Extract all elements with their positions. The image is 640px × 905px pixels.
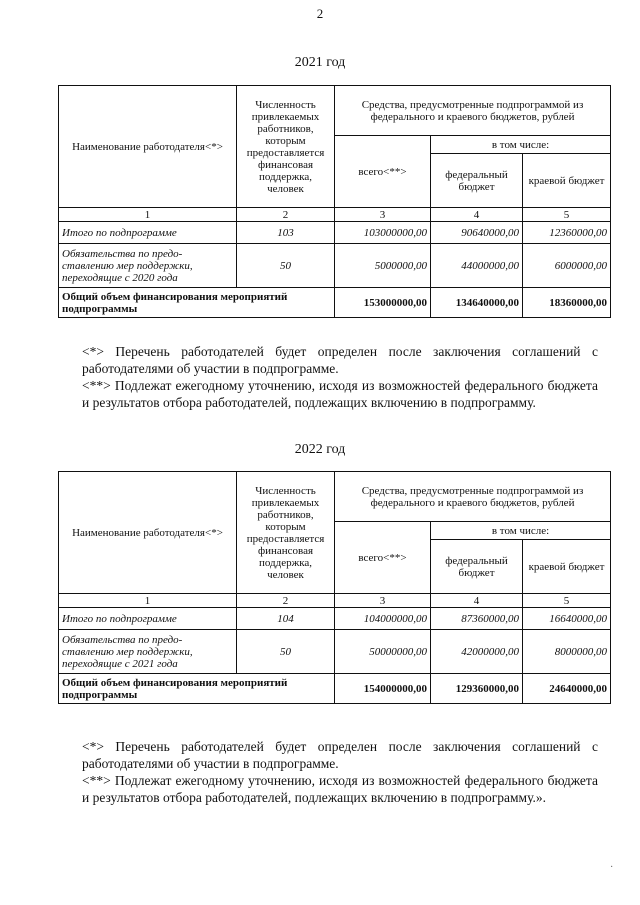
row-workers: 50 bbox=[237, 244, 335, 288]
row-federal: 90640000,00 bbox=[431, 222, 523, 244]
header-federal: федеральный бюджет bbox=[431, 154, 523, 208]
summary-federal: 129360000,00 bbox=[431, 674, 523, 704]
summary-federal: 134640000,00 bbox=[431, 288, 523, 318]
table-row bbox=[59, 222, 611, 244]
table-row bbox=[59, 630, 611, 674]
header-regional: краевой бюджет bbox=[523, 540, 611, 594]
summary-name: Общий объем финансирования мероприятий подпрограммы bbox=[59, 288, 335, 318]
col-num: 2 bbox=[237, 208, 335, 222]
row-name: Итого по подпрограмме bbox=[59, 608, 237, 630]
col-num: 5 bbox=[523, 594, 611, 608]
header-total: всего<**> bbox=[335, 522, 431, 594]
row-regional: 8000000,00 bbox=[523, 630, 611, 674]
header-total: всего<**> bbox=[335, 136, 431, 208]
row-total: 5000000,00 bbox=[335, 244, 431, 288]
summary-total: 154000000,00 bbox=[335, 674, 431, 704]
header-incl: в том числе: bbox=[431, 522, 611, 540]
header-employer: Наименование работодателя<*> bbox=[59, 86, 237, 208]
summary-regional: 24640000,00 bbox=[523, 674, 611, 704]
row-regional: 16640000,00 bbox=[523, 608, 611, 630]
footnote-employers: <*> Перечень работодателей будет определен после заключения соглашений с работодателями об участии в подпрограмме. bbox=[82, 344, 598, 376]
row-workers: 103 bbox=[237, 222, 335, 244]
row-name: Обязательства по предо-ставлению мер поддержки, переходящие с 2021 года bbox=[59, 630, 237, 674]
summary-regional: 18360000,00 bbox=[523, 288, 611, 318]
page-number: 2 bbox=[316, 6, 324, 21]
row-workers: 104 bbox=[237, 608, 335, 630]
header-incl: в том числе: bbox=[431, 136, 611, 154]
row-name: Итого по подпрограмме bbox=[59, 222, 237, 244]
row-regional: 6000000,00 bbox=[523, 244, 611, 288]
row-total: 50000000,00 bbox=[335, 630, 431, 674]
header-workers: Численность привлекаемых работников, которым предоставляется финансовая поддержка, человек bbox=[237, 86, 335, 208]
row-total: 104000000,00 bbox=[335, 608, 431, 630]
col-num: 4 bbox=[431, 208, 523, 222]
row-federal: 44000000,00 bbox=[431, 244, 523, 288]
row-regional: 12360000,00 bbox=[523, 222, 611, 244]
row-workers: 50 bbox=[237, 630, 335, 674]
row-total: 103000000,00 bbox=[335, 222, 431, 244]
col-num: 5 bbox=[523, 208, 611, 222]
header-funds: Средства, предусмотренные подпрограммой из федерального и краевого бюджетов, рублей bbox=[335, 472, 611, 522]
summary-row bbox=[59, 674, 611, 704]
funding-table-2021 bbox=[58, 85, 611, 318]
footnote-employers: <*> Перечень работодателей будет определен после заключения соглашений с работодателями об участии в подпрограмме. bbox=[82, 739, 598, 771]
col-num: 3 bbox=[335, 208, 431, 222]
footnote-annual: <**> Подлежат ежегодному уточнению, исходя из возможностей федерального бюджета и результатов отбора работодателей, подлежащих включению в подпрограмму. bbox=[82, 378, 598, 410]
margin-mark: · bbox=[610, 862, 614, 873]
row-name: Обязательства по предо-ставлению мер поддержки, переходящие с 2020 года bbox=[59, 244, 237, 288]
col-num: 4 bbox=[431, 594, 523, 608]
row-federal: 42000000,00 bbox=[431, 630, 523, 674]
section-year-2021: 2021 год bbox=[294, 55, 346, 70]
row-federal: 87360000,00 bbox=[431, 608, 523, 630]
header-federal: федеральный бюджет bbox=[431, 540, 523, 594]
col-num: 1 bbox=[59, 208, 237, 222]
summary-row bbox=[59, 288, 611, 318]
funding-table-2022 bbox=[58, 471, 611, 704]
header-regional: краевой бюджет bbox=[523, 154, 611, 208]
footnotes-2022 bbox=[70, 738, 598, 806]
summary-name: Общий объем финансирования мероприятий подпрограммы bbox=[59, 674, 335, 704]
section-year-2022: 2022 год bbox=[294, 442, 346, 457]
col-num: 1 bbox=[59, 594, 237, 608]
header-employer: Наименование работодателя<*> bbox=[59, 472, 237, 594]
header-workers: Численность привлекаемых работников, которым предоставляется финансовая поддержка, человек bbox=[237, 472, 335, 594]
header-funds: Средства, предусмотренные подпрограммой из федерального и краевого бюджетов, рублей bbox=[335, 86, 611, 136]
footnotes-2021 bbox=[70, 343, 598, 411]
summary-total: 153000000,00 bbox=[335, 288, 431, 318]
table-row bbox=[59, 244, 611, 288]
table-row bbox=[59, 608, 611, 630]
footnote-annual: <**> Подлежат ежегодному уточнению, исходя из возможностей федерального бюджета и результатов отбора работодателей, подлежащих включению в подпрограмму.». bbox=[82, 773, 598, 805]
col-num: 3 bbox=[335, 594, 431, 608]
col-num: 2 bbox=[237, 594, 335, 608]
